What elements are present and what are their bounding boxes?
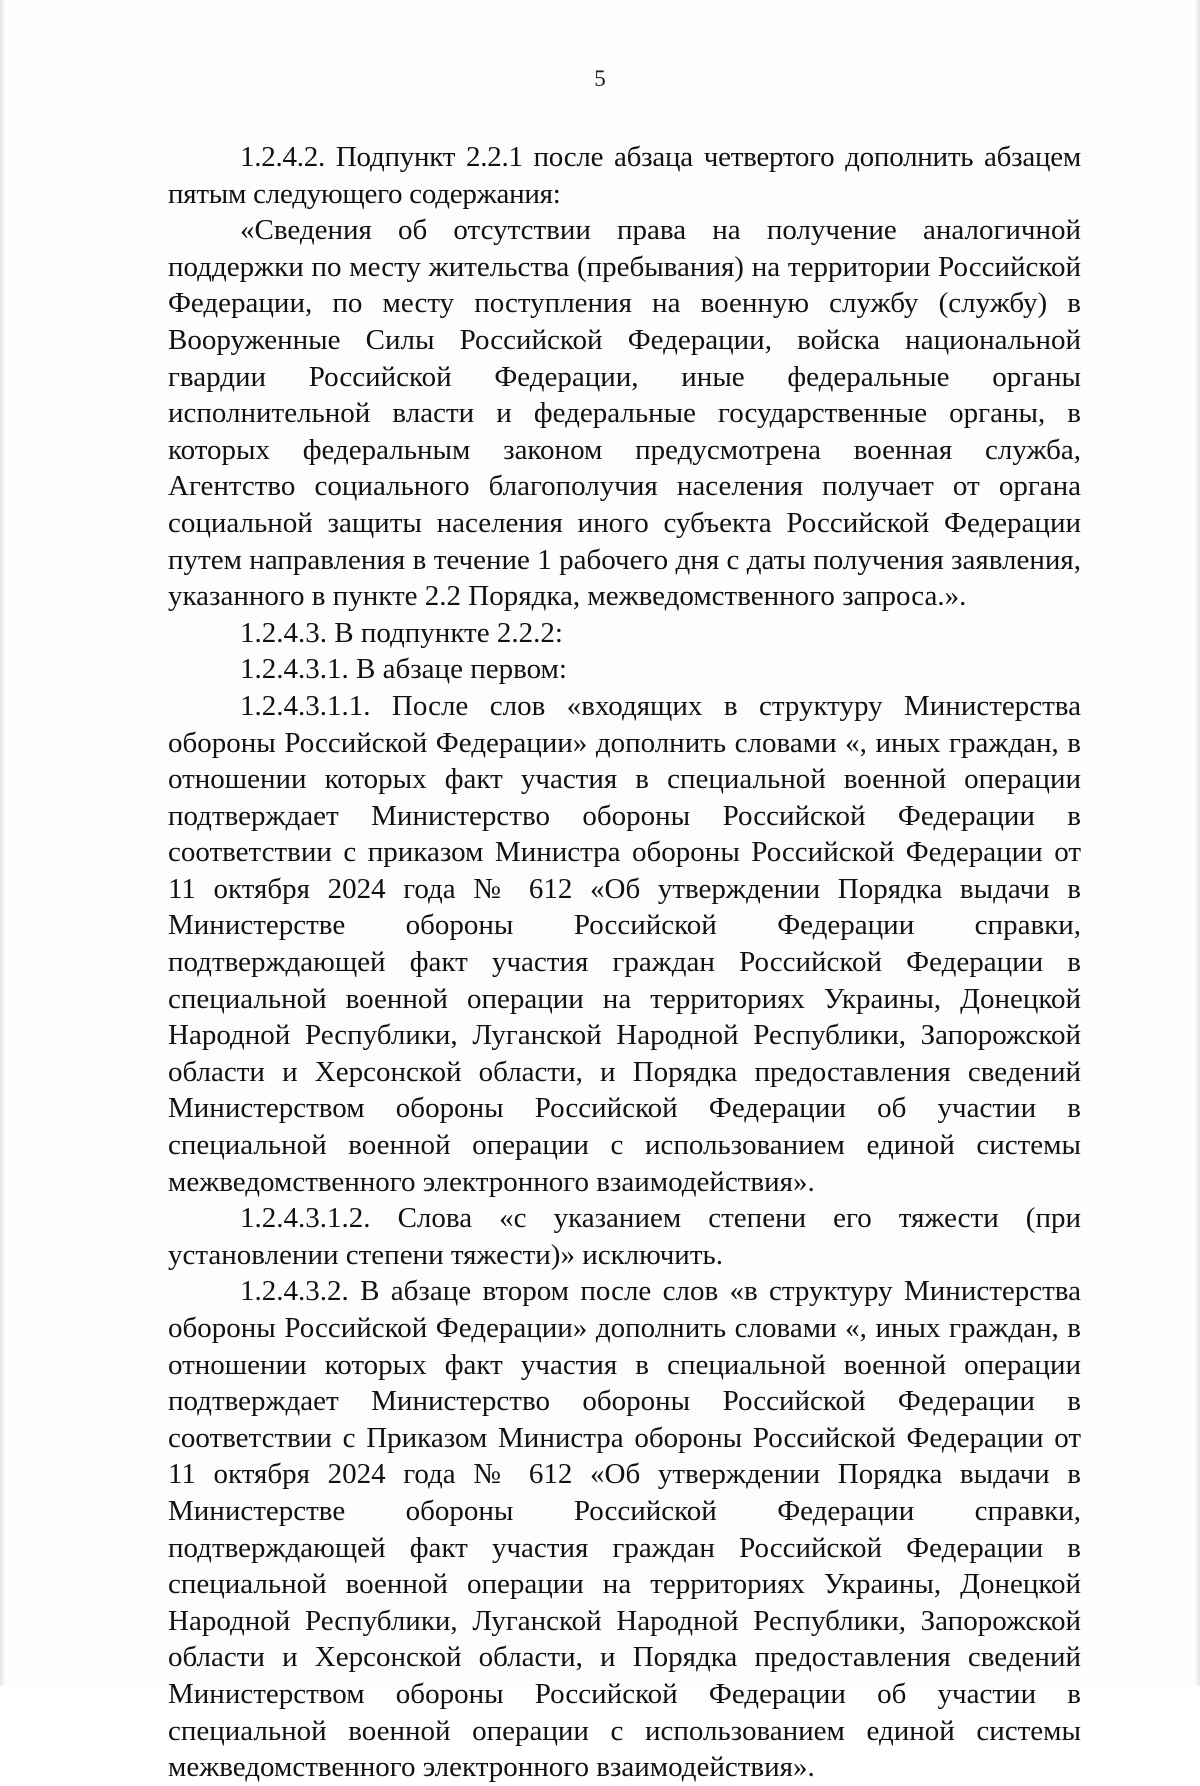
paragraph-1-2-4-3-1-2: 1.2.4.3.1.2. Слова «с указанием степени его тяжести (при установлении степени тяжести)» исключить.: [168, 1202, 1081, 1271]
scan-edge-left: [0, 0, 5, 1686]
paragraph-1-2-4-3-1: 1.2.4.3.1. В абзаце первом:: [240, 653, 567, 686]
document-body: [168, 139, 1081, 1786]
paragraph-1-2-4-3: 1.2.4.3. В подпункте 2.2.2:: [240, 616, 563, 649]
paragraph-1-2-4-2: 1.2.4.2. Подпункт 2.2.1 после абзаца четвертого дополнить абзацем пятым следующего содержания:: [168, 141, 1081, 210]
paragraph-1-2-4-3-2: 1.2.4.3.2. В абзаце втором после слов «в структуру Министерства обороны Российской Федерации» дополнить словами «, иных граждан, в отношении которых факт участия в специальной военной операции подтверждает Министерство обороны Российской Федерации в соответствии с Приказом Министра обороны Российской Федерации от 11 октября 2024 года № 612 «Об утверждении Порядка выдачи в Министерстве обороны Российской Федерации справки, подтверждающей факт участия граждан Российской Федерации в специальной военной операции на территориях Украины, Донецкой Народной Республики, Луганской Народной Республики, Запорожской области и Херсонской области, и Порядка предоставления сведений Министерством обороны Российской Федерации об участии в специальной военной операции с использованием единой системы межведомственного электронного взаимодействия».: [168, 1275, 1081, 1784]
scan-edge-right: [1195, 0, 1200, 1686]
paragraph-1-2-4-3-1-1: 1.2.4.3.1.1. После слов «входящих в структуру Министерства обороны Российской Федерации» дополнить словами «, иных граждан, в отношении которых факт участия в специальной военной операции подтверждает Министерство обороны Российской Федерации в соответствии с приказом Министра обороны Российской Федерации от 11 октября 2024 года № 612 «Об утверждении Порядка выдачи в Министерстве обороны Российской Федерации справки, подтверждающей факт участия граждан Российской Федерации в специальной военной операции на территориях Украины, Донецкой Народной Республики, Луганской Народной Республики, Запорожской области и Херсонской области, и Порядка предоставления сведений Министерством обороны Российской Федерации об участии в специальной военной операции с использованием единой системы межведомственного электронного взаимодействия».: [168, 689, 1081, 1198]
paragraph-quoted-insertion: «Сведения об отсутствии права на получение аналогичной поддержки по месту жительства (пребывания) на территории Российской Федерации, по месту поступления на военную службу (службу) в Вооруженные Силы Российской Федерации, войска национальной гвардии Российской Федерации, иные федеральные органы исполнительной власти и федеральные государственные органы, в которых федеральным законом предусмотрена военная служба, Агентство социального благополучия населения получает от органа социальной защиты населения иного субъекта Российской Федерации путем направления в течение 1 рабочего дня с даты получения заявления, указанного в пункте 2.2 Порядка, межведомственного запроса.».: [168, 214, 1081, 613]
page-number: 5: [594, 66, 606, 91]
